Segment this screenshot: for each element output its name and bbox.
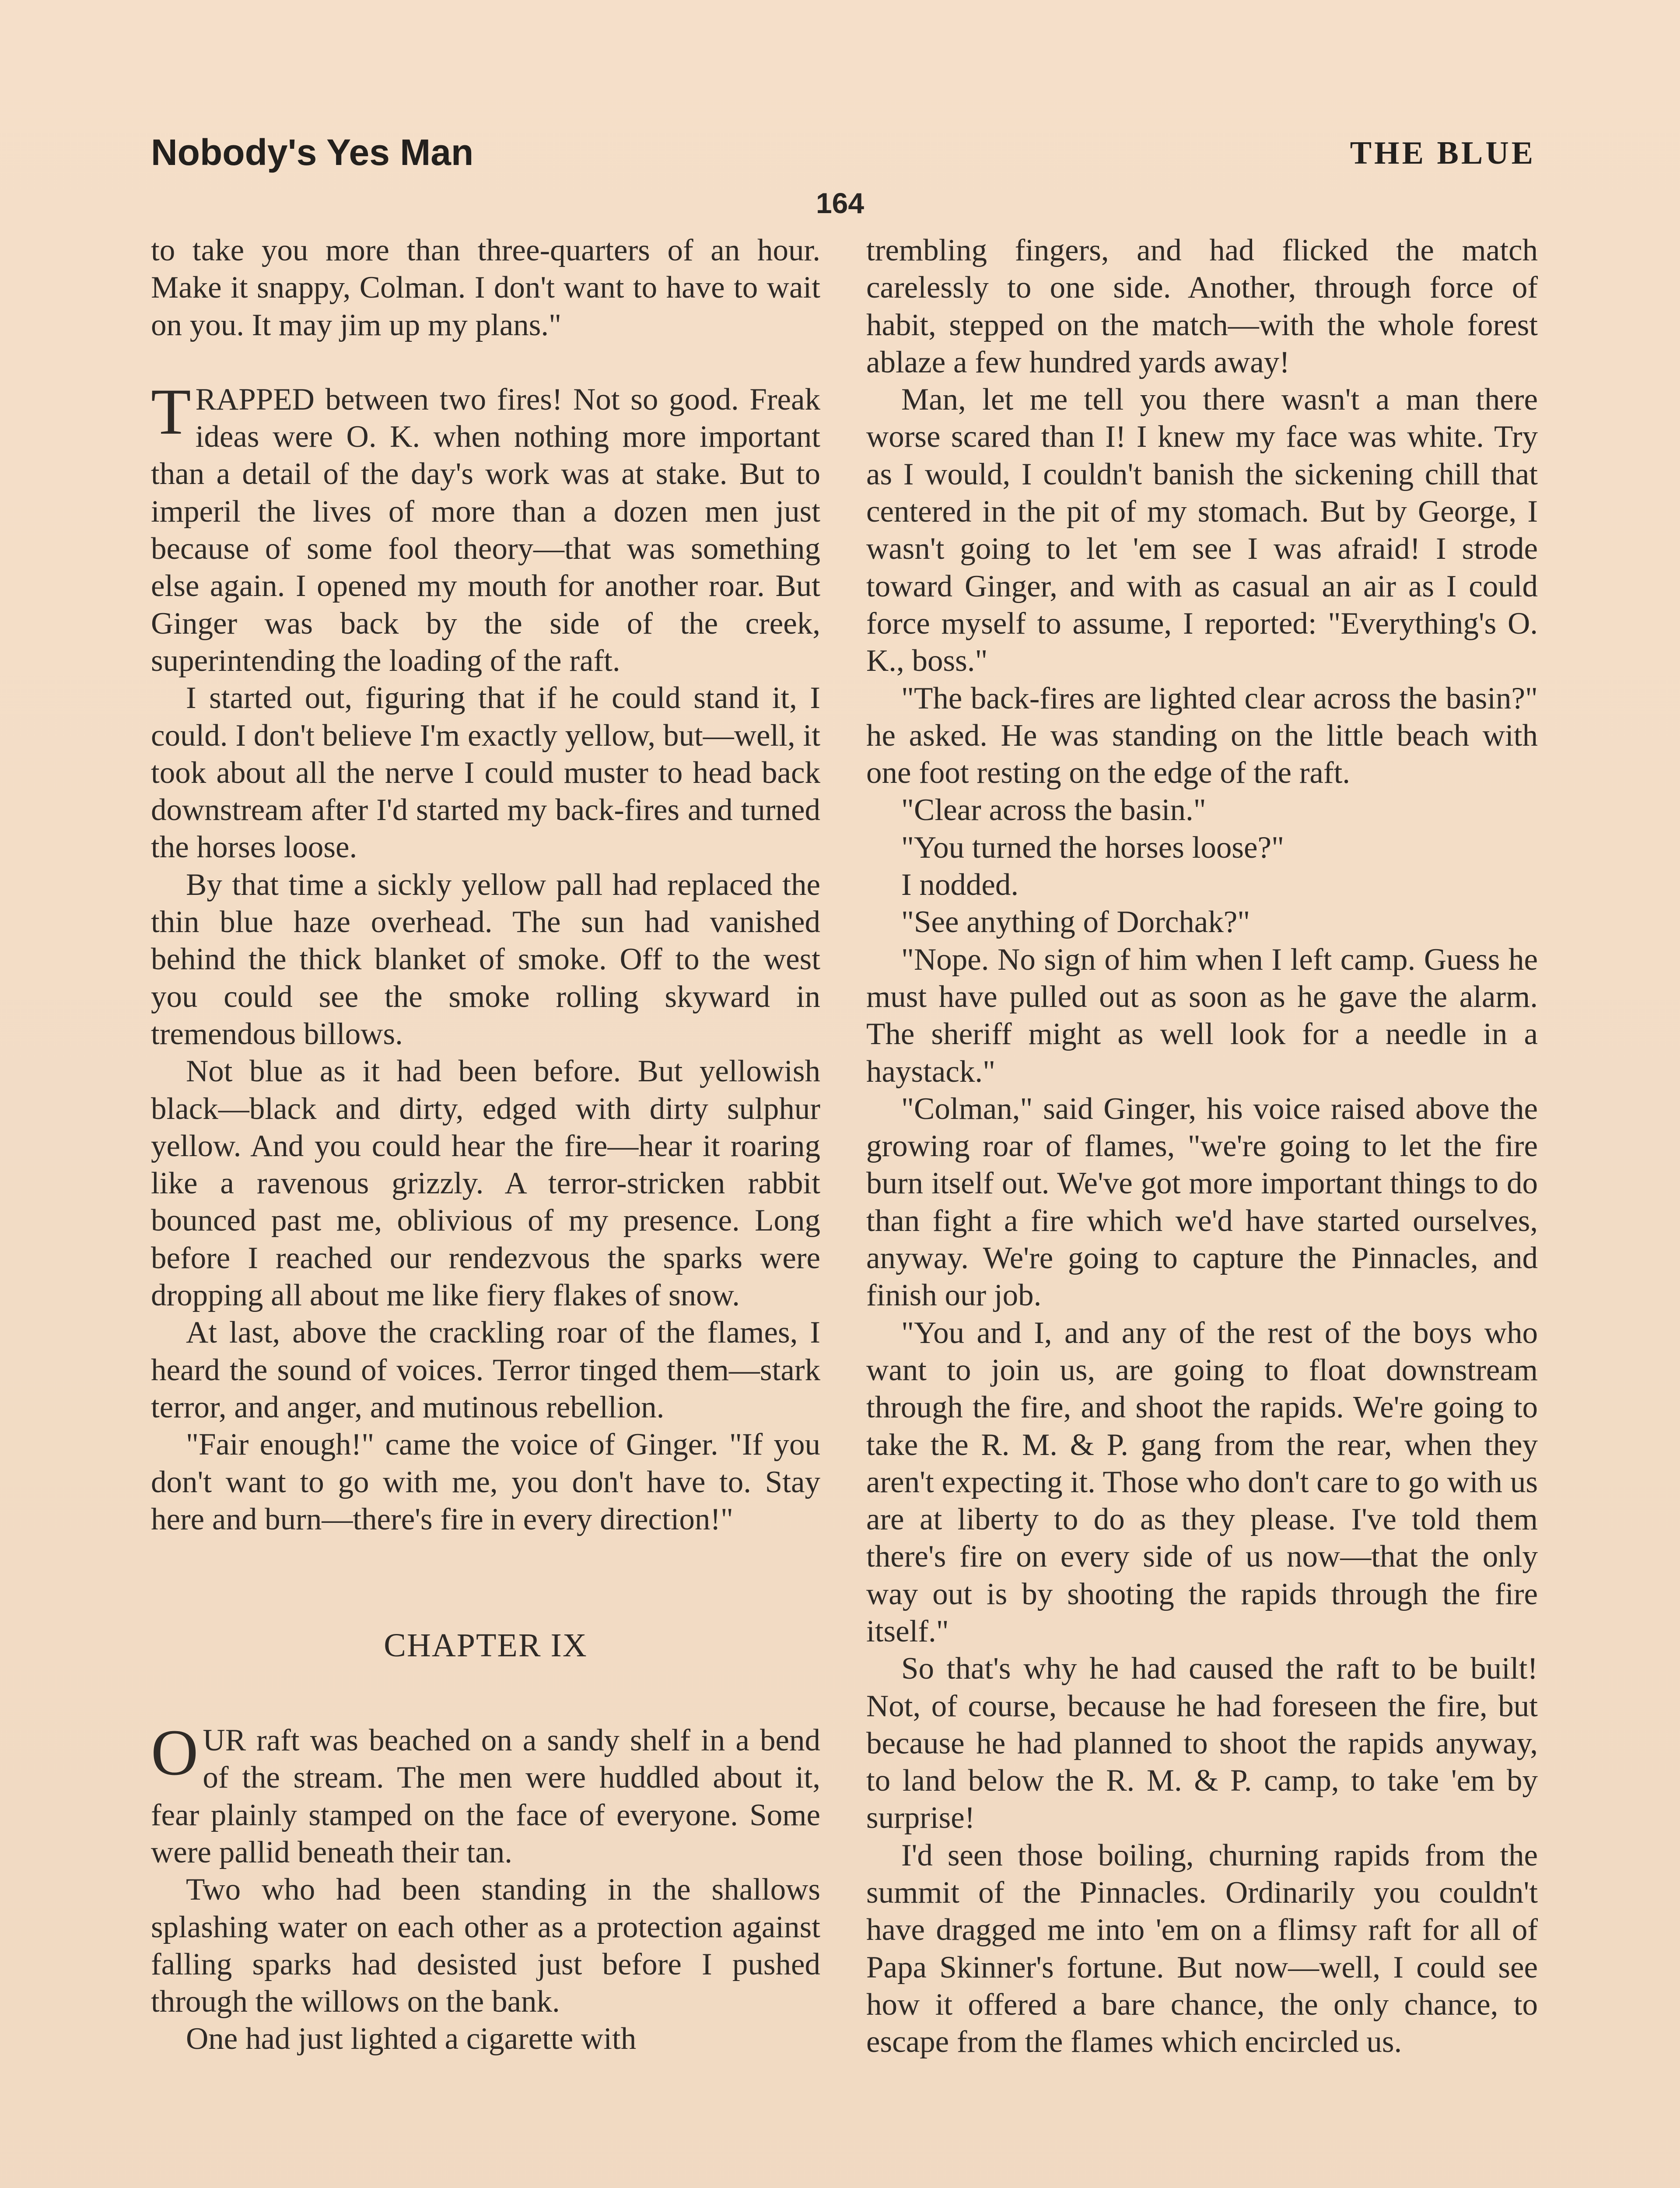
paragraph: Two who had been standing in the shallows splashing water on each other as a protection against falling sparks had desisted just before I pushed through the willows on the bank. <box>151 1872 820 2019</box>
paragraph: "Clear across the basin." <box>901 793 1206 828</box>
paragraph: "The back-fires are lighted clear across the basin?" he asked. He was standing on the little beach with one foot resting on the edge of the raft. <box>866 681 1538 790</box>
paragraph: By that time a sickly yellow pall had replaced the thin blue haze overhead. The sun had vanished behind the thick blanket of smoke. Off to the west you could see the smoke rolling skyward in tremendous billows. <box>151 867 820 1051</box>
paragraph: So that's why he had caused the raft to be built! Not, of course, because he had foreseen the fire, but because he had planned to shoot the rapids anyway, to land below the R. M. & P. camp, to take 'em by surprise! <box>866 1652 1538 1835</box>
paragraph: "You turned the horses loose?" <box>901 830 1284 865</box>
paragraph-text: UR raft was beached on a sandy shelf in a bend of the stream. The men were huddled about it, fear plainly stamped on the face of everyone. Some were pallid beneath their tan. <box>151 1723 820 1869</box>
section-opening-paragraph <box>151 375 820 680</box>
paragraph: "See anything of Dorchak?" <box>901 905 1250 940</box>
paragraph: I started out, figuring that if he could stand it, I could. I don't believe I'm exactly yellow, but—well, it took about all the nerve I could muster to head back downstream after I'd started my back-fires and turned the horses loose. <box>151 681 820 865</box>
paragraph: Not blue as it had been before. But yellowish black—black and dirty, edged with dirty sulphur yellow. And you could hear the fire—hear it roaring like a ravenous grizzly. A terror-stricken rabbit bounced past me, oblivious of my presence. Long before I reached our rendezvous the sparks were dropping all about me like fiery flakes of snow. <box>151 1054 820 1313</box>
page-number: 164 <box>816 187 864 219</box>
paragraph-text: RAPPED between two fires! Not so good. Freak ideas were O. K. when nothing more important than a detail of the day's work was at stake. But to imperil the lives of more than a dozen men just because of some fool theory—that was something else again. I opened my mouth for another roar. But Ginger was back by the side of the creek, superintending the loading of the raft. <box>151 382 820 678</box>
left-column <box>151 232 820 2058</box>
chapter-opening-paragraph <box>151 1716 820 1871</box>
paragraph: to take you more than three-quarters of an hour. Make it snappy, Colman. I don't want to have to wait on you. It may jim up my plans." <box>151 233 820 342</box>
paragraph: "Nope. No sign of him when I left camp. Guess he must have pulled out as soon as he gave the alarm. The sheriff might as well look for a needle in a haystack." <box>866 942 1538 1089</box>
paragraph: "Fair enough!" came the voice of Ginger. "If you don't want to go with me, you don't have to. Stay here and burn—there's fire in every direction!" <box>151 1427 820 1536</box>
story-title: Nobody's Yes Man <box>151 132 474 173</box>
paragraph: Man, let me tell you there wasn't a man there worse scared than I! I knew my face was white. Try as I would, I couldn't banish the sickening chill that centered in the pit of my stomach. But by George, I wasn't going to let 'em see I was afraid! I strode toward Ginger, and with as casual an air as I could force myself to assume, I reported: "Everything's O. K., boss." <box>866 382 1538 678</box>
paragraph: "Colman," said Ginger, his voice raised above the growing roar of flames, "we're going to let the fire burn itself out. We've got more important things to do than fight a fire which we'd have started ourselves, anyway. We're going to capture the Pinnacles, and finish our job. <box>866 1091 1538 1313</box>
running-head <box>151 131 1536 184</box>
drop-cap: T <box>151 375 191 448</box>
magazine-name: THE BLUE <box>1350 135 1536 171</box>
right-column <box>866 232 1538 2061</box>
chapter-heading: CHAPTER IX <box>384 1627 588 1664</box>
paragraph: I nodded. <box>901 868 1019 902</box>
paragraph: "You and I, and any of the rest of the boys who want to join us, are going to float downstream through the fire, and shoot the rapids. We're going to take the R. M. & P. gang from the rear, when they aren't expecting it. Those who don't care to go with us are at liberty to do as they please. I've told them there's fire on every side of us now—that the only way out is by shooting the rapids through the fire itself." <box>866 1315 1538 1648</box>
paragraph: trembling fingers, and had flicked the match carelessly to one side. Another, through force of habit, stepped on the match—with the whole forest ablaze a few hundred yards away! <box>866 233 1538 379</box>
paragraph: One had just lighted a cigarette with <box>186 2022 637 2056</box>
paragraph: I'd seen those boiling, churning rapids from the summit of the Pinnacles. Ordinarily you couldn't have dragged me into 'em on a flimsy raft for all of Papa Skinner's fortune. But now—well, I could see how it offered a bare chance, the only chance, to escape from the flames which encircled us. <box>866 1838 1538 2059</box>
paragraph: At last, above the crackling roar of the flames, I heard the sound of voices. Terror tinged them—stark terror, and anger, and mutinous rebellion. <box>151 1315 820 1424</box>
drop-cap: O <box>151 1716 199 1789</box>
